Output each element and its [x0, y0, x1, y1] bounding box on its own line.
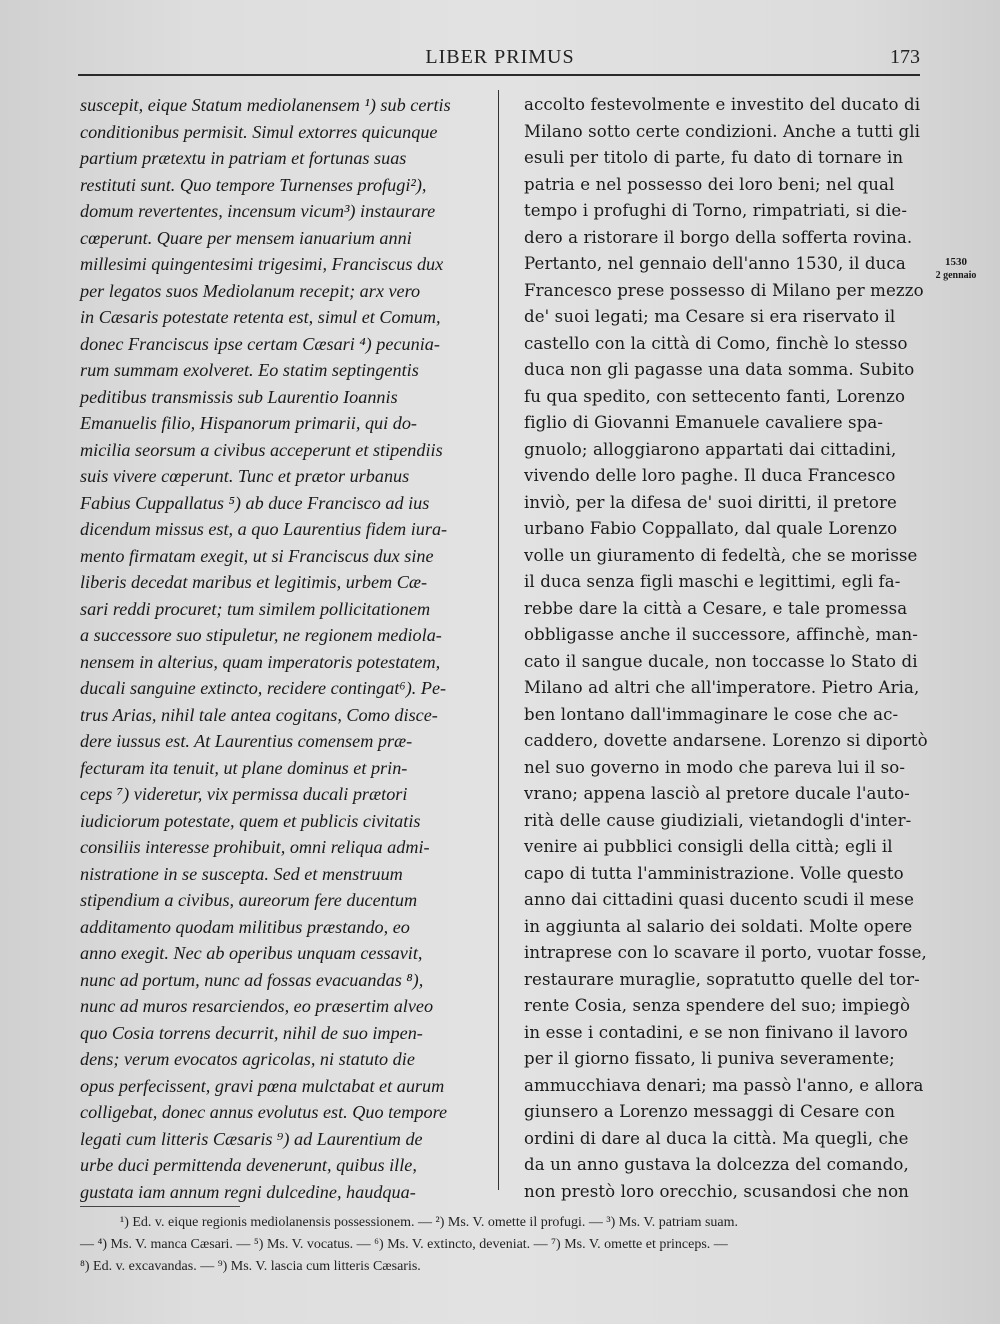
latin-text-line: per legatos suos Mediolanum recepit; arx vero: [80, 280, 421, 301]
footnote-line: — ⁴) Ms. V. manca Cæsari. — ⁵) Ms. V. vocatus. — ⁶) Ms. V. extincto, deveniat. — ⁷) Ms. V. omette et princeps. —: [80, 1237, 728, 1252]
latin-text-line: Emanuelis filio, Hispanorum primarii, qui do-: [80, 413, 417, 433]
latin-text-line: dens; verum evocatos agricolas, ni statuto die: [80, 1049, 415, 1069]
latin-text-line: domum revertentes, incensum vicum³) instaurare: [80, 201, 436, 221]
header-rule: [78, 74, 920, 76]
italian-text-line: tempo i profughi di Torno, rimpatriati, si die-: [524, 201, 908, 220]
latin-text-line: restituti sunt. Quo tempore Turnenses profugi²),: [80, 174, 427, 195]
italian-text-line: venire ai pubblici consigli della città; egli il: [524, 837, 893, 856]
italian-text-line: rebbe dare la città a Cesare, e tale promessa: [524, 598, 908, 618]
italian-text-line: Pertanto, nel gennaio dell'anno 1530, il duca: [524, 254, 906, 273]
latin-text-line: gustata iam annum regni dulcedine, haudqua-: [80, 1181, 416, 1202]
latin-text-line: urbe duci permittenda devenerunt, quibus ille,: [80, 1155, 417, 1175]
latin-text-line: millesimi quingentesimi trigesimi, Franciscus dux: [80, 254, 444, 274]
italian-text-line: volle un giuramento di fedeltà, che se morisse: [524, 545, 918, 565]
latin-text-line: legati cum litteris Cæsaris ⁹) ad Laurentium de: [80, 1128, 423, 1149]
italian-text-line: esuli per titolo di parte, fu dato di tornare in: [524, 148, 904, 167]
italian-text-line: ammucchiava denari; ma passò l'anno, e allora: [524, 1075, 924, 1095]
margin-note-year: 1530: [945, 256, 967, 268]
latin-text-line: donec Franciscus ipse certam Cæsari ⁴) pecunia-: [80, 333, 440, 354]
italian-text-line: caddero, dovette andarsene. Lorenzo si diportò: [524, 731, 928, 750]
margin-note-date: 2 gennaio: [935, 270, 977, 281]
latin-text-line: conditionibus permisit. Simul extorres quicunque: [80, 121, 438, 142]
italian-text-line: capo di tutta l'amministrazione. Volle questo: [524, 863, 904, 883]
italian-text-line: giunsero a Lorenzo messaggi di Cesare con: [524, 1102, 895, 1121]
latin-text-line: nistratione in se suscepta. Sed et menstruum: [80, 863, 403, 884]
latin-text-line: sari reddi procuret; tum similem pollicitationem: [80, 598, 431, 619]
italian-text-line: restaurare muraglie, sopratutto quelle del tor-: [524, 969, 920, 989]
latin-text-line: rum summam exolveret. Eo statim septingentis: [80, 360, 419, 380]
footnote-rule: [80, 1206, 240, 1207]
footnotes: [80, 1212, 925, 1278]
italian-text-line: patria e nel possesso dei loro beni; nel qual: [524, 174, 895, 194]
latin-text-line: consiliis interesse prohibuit, omni reliqua admi-: [80, 837, 430, 857]
latin-text-line: in Cæsaris potestate retenta est, simul et Comum,: [80, 307, 441, 327]
italian-text-line: nel suo governo in modo che pareva lui il so-: [524, 757, 906, 777]
italian-text-line: non prestò loro orecchio, scusandosi che non: [524, 1181, 909, 1201]
latin-text-line: ducali sanguine extincto, recidere contingat⁶). Pe-: [80, 678, 447, 698]
latin-text-line: suscepit, eique Statum mediolanensem ¹) sub certis: [80, 95, 451, 115]
italian-text-line: il duca senza figli maschi e legittimi, egli fa-: [524, 572, 901, 591]
italian-text-line: duca non gli pagasse una data somma. Subito: [524, 360, 915, 379]
italian-text-line: gnuolo; alloggiarono appartati dai cittadini,: [524, 439, 897, 459]
italian-text-line: intraprese con lo scavare il porto, vuotar fosse,: [524, 943, 927, 962]
latin-text-line: trus Arias, nihil tale antea cogitans, Como disce-: [80, 704, 438, 725]
margin-note: [926, 256, 986, 282]
italian-text-line: rente Cosia, senza spendere del suo; impiegò: [524, 996, 911, 1015]
italian-text-line: Milano ad altri che all'imperatore. Pietro Aria,: [524, 678, 920, 697]
footnote-line: ⁸) Ed. v. excavandas. — ⁹) Ms. V. lascia cum litteris Cæsaris.: [80, 1259, 421, 1274]
latin-text-line: stipendium a civibus, aureorum fere ducentum: [80, 890, 418, 910]
latin-text-line: suis vivere cœperunt. Tunc et prætor urbanus: [80, 466, 410, 486]
italian-text-line: obbligasse anche il successore, affinchè, man-: [524, 625, 919, 644]
latin-text-line: liberis decedat maribus et legitimis, urbem Cæ-: [80, 572, 428, 592]
running-title: LIBER PRIMUS: [425, 46, 575, 68]
latin-text-line: iudiciorum potestate, quem et publicis civitatis: [80, 810, 421, 831]
italian-text-line: da un anno gustava la dolcezza del comando,: [524, 1155, 909, 1174]
italian-text-line: inviò, per la difesa de' suoi diritti, il pretore: [524, 492, 897, 512]
latin-text-line: quo Cosia torrens decurrit, nihil de suo impen-: [80, 1022, 423, 1043]
latin-text-line: nensem in alterius, quam imperatoris potestatem,: [80, 651, 441, 672]
latin-text-line: ceps ⁷) videretur, vix permissa ducali prætori: [80, 784, 408, 804]
italian-text-line: cato il sangue ducale, non toccasse lo Stato di: [524, 651, 918, 671]
italian-text-line: ordini di dare al duca la città. Ma quegli, che: [524, 1128, 909, 1148]
latin-text-line: additamento quodam militibus præstando, eo: [80, 916, 410, 937]
italian-text-line: castello con la città di Como, finchè lo stesso: [524, 333, 908, 353]
latin-text-line: cœperunt. Quare per mensem ianuarium anni: [80, 227, 412, 248]
latin-text-line: fecturam ita tenuit, ut plane dominus et prin-: [80, 757, 408, 778]
italian-text-line: Milano sotto certe condizioni. Anche a tutti gli: [524, 121, 921, 141]
italian-text-line: vrano; appena lasciò al pretore ducale l'auto-: [524, 784, 910, 803]
latin-text-line: dere iussus est. At Laurentius comensem præ-: [80, 731, 413, 751]
italian-text-line: ben lontano dall'immaginare le cose che ac-: [524, 704, 899, 724]
italian-text-line: rità delle cause giudiziali, vietandogli d'inter-: [524, 810, 912, 830]
italian-text-column: [524, 92, 928, 1205]
running-head: [0, 44, 1000, 72]
italian-text-line: fu qua spedito, con settecento fanti, Lorenzo: [524, 386, 906, 406]
latin-text-line: a successore suo stipuletur, ne regionem mediola-: [80, 625, 442, 645]
italian-text-line: figlio di Giovanni Emanuele cavaliere spa-: [524, 413, 884, 432]
italian-text-line: Francesco prese possesso di Milano per mezzo: [524, 280, 924, 300]
italian-text-line: anno dai cittadini quasi ducento scudi il mese: [524, 890, 915, 909]
latin-text-line: micilia seorsum a civibus acceperunt et stipendiis: [80, 439, 443, 460]
italian-text-line: accolto festevolmente e investito del ducato di: [524, 95, 921, 114]
italian-text-line: vivendo delle loro paghe. Il duca Francesco: [524, 466, 896, 485]
italian-text-line: per il giorno fissato, li puniva severamente;: [524, 1049, 895, 1068]
italian-text-line: urbano Fabio Coppallato, dal quale Lorenzo: [524, 519, 898, 538]
latin-text-line: Fabius Cuppallatus ⁵) ab duce Francisco ad ius: [80, 492, 430, 513]
italian-text-line: in esse i contadini, e se non finivano il lavoro: [524, 1022, 908, 1042]
latin-text-line: nunc ad muros resarciendos, eo præsertim alveo: [80, 996, 434, 1016]
page-number: 173: [890, 46, 920, 68]
latin-text-line: anno exegit. Nec ab operibus unquam cessavit,: [80, 943, 423, 963]
latin-text-line: dicendum missus est, a quo Laurentius fidem iura-: [80, 519, 448, 539]
latin-text-line: colligebat, donec annus evolutus est. Quo tempore: [80, 1102, 448, 1122]
latin-text-line: mento firmatam exegit, ut si Franciscus dux sine: [80, 545, 434, 566]
italian-text-line: dero a ristorare il borgo della sofferta rovina.: [524, 227, 913, 247]
latin-text-line: opus perfecissent, gravi pœna mulctabat et aurum: [80, 1075, 445, 1096]
italian-text-line: de' suoi legati; ma Cesare si era riservato il: [524, 307, 896, 326]
latin-text-column: [80, 92, 480, 1205]
latin-text-line: partium prætextu in patriam et fortunas suas: [80, 148, 407, 168]
latin-text-line: nunc ad portum, nunc ad fossas evacuandas ⁸),: [80, 969, 424, 990]
italian-text-line: in aggiunta al salario dei soldati. Molte opere: [524, 916, 913, 936]
column-divider: [498, 90, 499, 1190]
latin-text-line: peditibus transmissis sub Laurentio Ioannis: [80, 386, 398, 407]
footnote-line: ¹) Ed. v. eique regionis mediolanensis possessionem. — ²) Ms. V. omette il profugi. — ³) Ms. V. patriam suam.: [120, 1215, 739, 1230]
